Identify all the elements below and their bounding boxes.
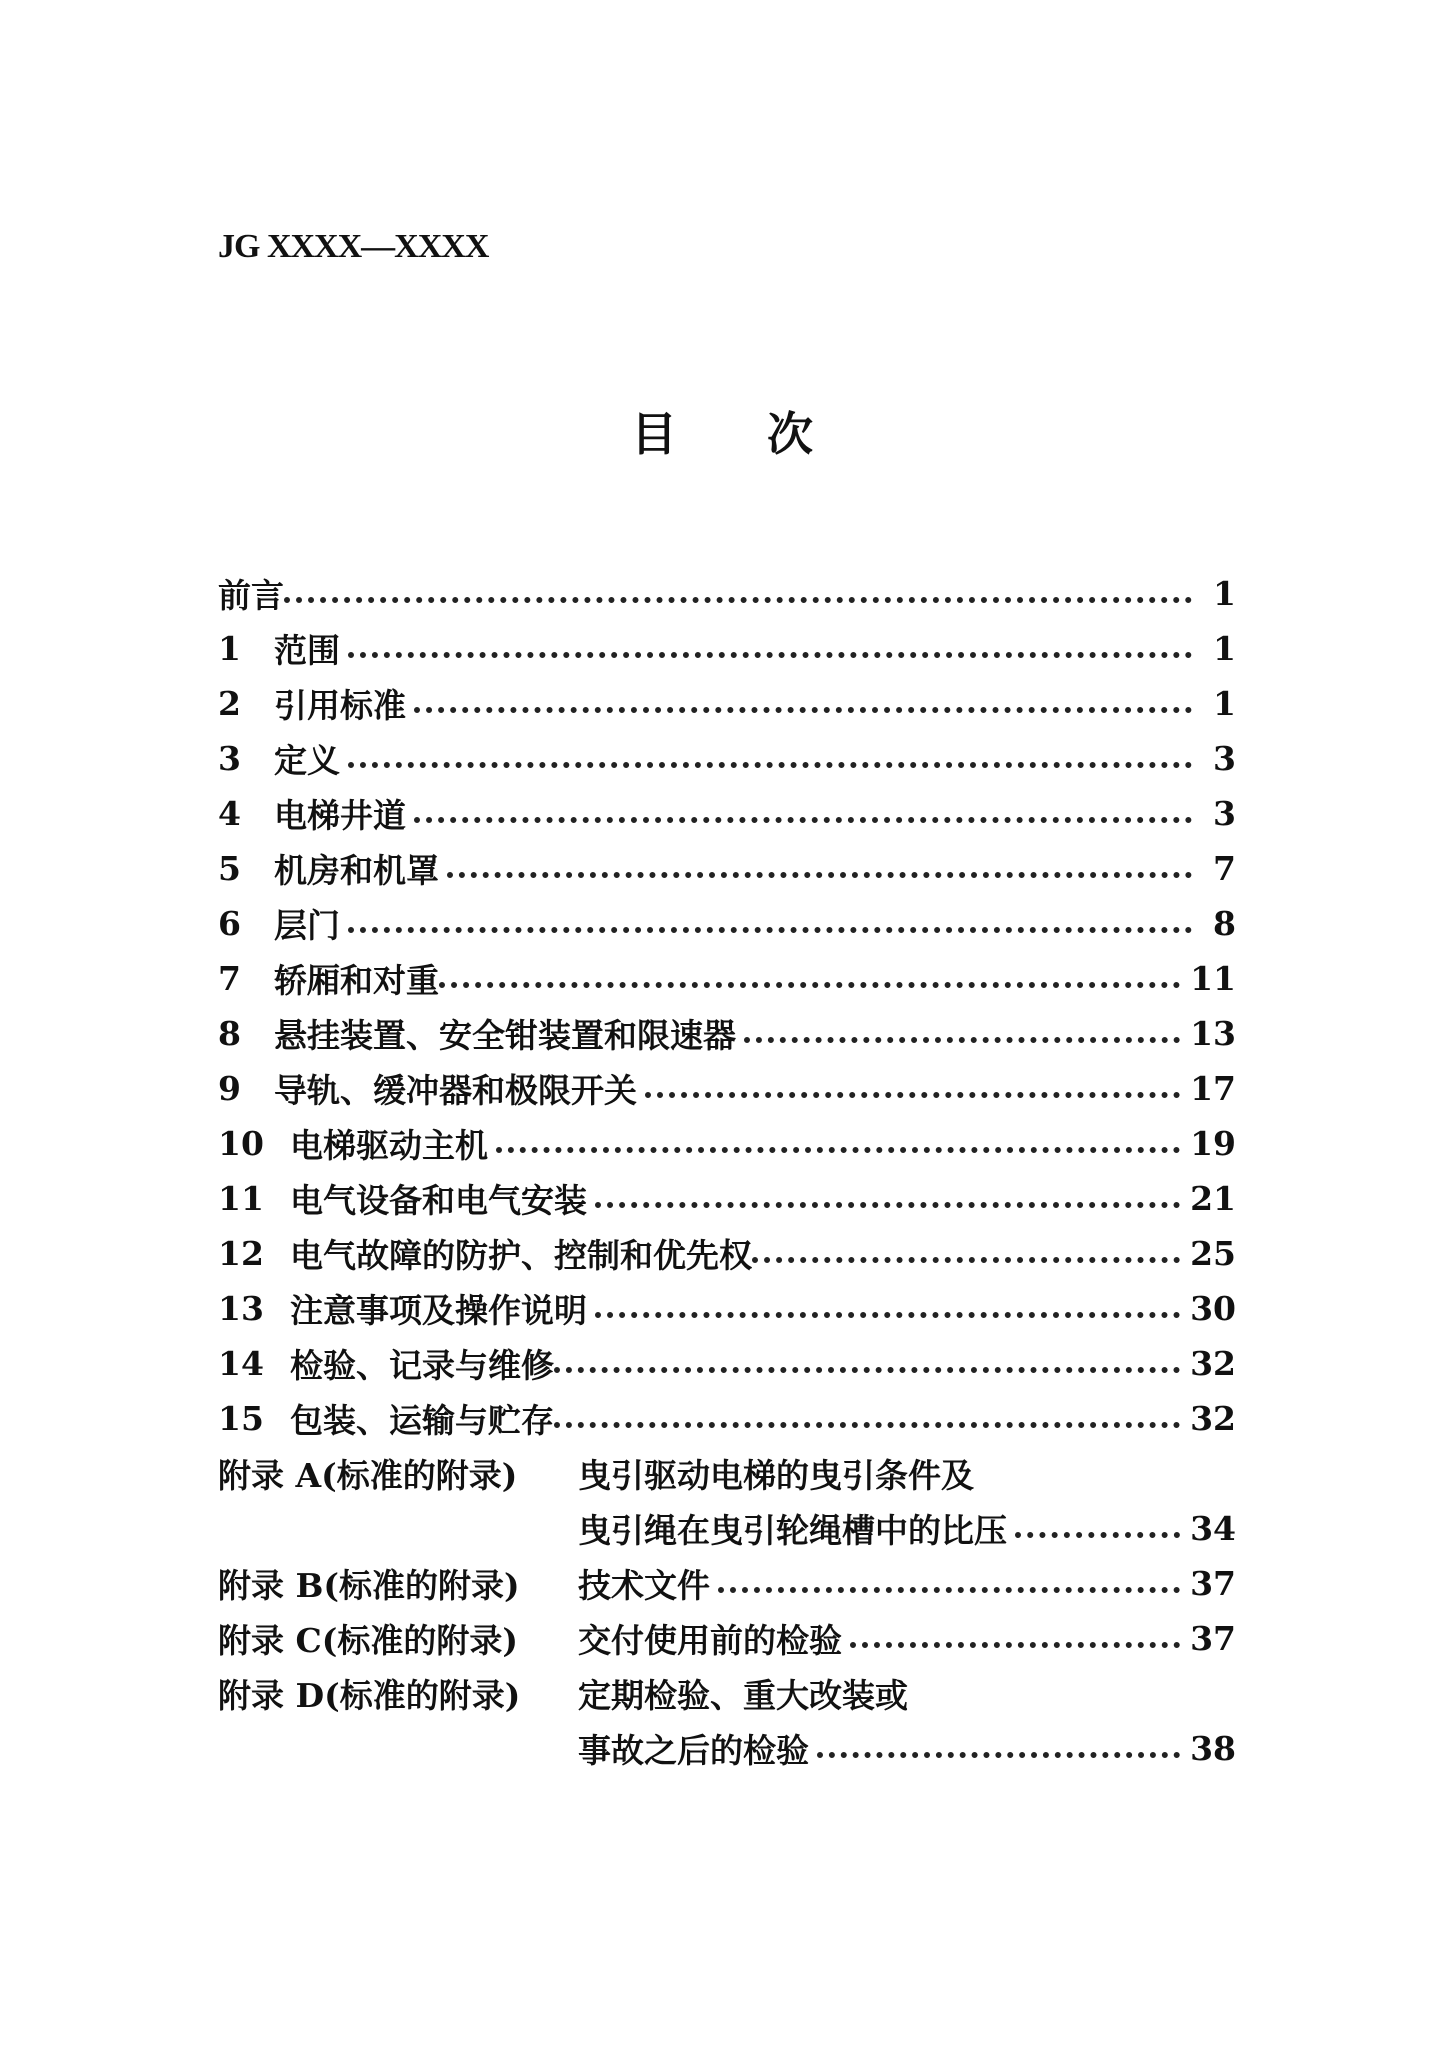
dot-leader (414, 817, 1192, 823)
dot-leader (645, 1092, 1180, 1098)
toc-entry-label: 电梯井道 (274, 796, 406, 835)
dot-leader (284, 597, 1192, 603)
toc-entry-4[interactable] (218, 786, 1236, 841)
title-char-1: 目 (631, 407, 679, 461)
appendix-title-line2: 曳引绳在曳引轮绳槽中的比压 (578, 1511, 1007, 1550)
toc-entry-page: 19 (1190, 1124, 1236, 1163)
toc-entry-page: 3 (1213, 739, 1236, 778)
toc-entry-number: 11 (218, 1179, 264, 1218)
toc-entry-6[interactable] (218, 896, 1236, 951)
toc-entry-page: 1 (1213, 684, 1236, 723)
toc-entry-label: 电梯驱动主机 (290, 1126, 488, 1165)
toc-entry-page: 8 (1213, 904, 1236, 943)
toc-entry-5[interactable] (218, 841, 1236, 896)
toc-entry-label: 悬挂装置、安全钳装置和限速器 (274, 1016, 736, 1055)
toc-entry-page: 25 (1190, 1234, 1236, 1273)
dot-leader (348, 927, 1192, 933)
dot-leader (447, 872, 1192, 878)
toc-entry-page: 38 (1190, 1729, 1236, 1768)
toc-appendix-d-cont[interactable] (218, 1721, 1236, 1776)
toc-entry-preface[interactable] (218, 566, 1236, 621)
toc-entry-13[interactable] (218, 1281, 1236, 1336)
toc-entry-8[interactable] (218, 1006, 1236, 1061)
appendix-key: 附录 A(标准的附录) (218, 1456, 518, 1495)
appendix-title-line2: 事故之后的检验 (578, 1731, 809, 1770)
toc-entry-1[interactable] (218, 621, 1236, 676)
appendix-title-line1: 定期检验、重大改装或 (578, 1676, 908, 1715)
toc-entry-label: 轿厢和对重 (274, 961, 439, 1000)
toc-entry-15[interactable] (218, 1391, 1236, 1446)
toc-entry-12[interactable] (218, 1226, 1236, 1281)
dot-leader (1015, 1532, 1180, 1538)
dot-leader (850, 1642, 1180, 1648)
dot-leader (439, 982, 1180, 988)
toc-appendix-a[interactable] (218, 1446, 1236, 1501)
toc-entry-7[interactable] (218, 951, 1236, 1006)
dot-leader (595, 1312, 1180, 1318)
toc-entry-number: 8 (218, 1014, 241, 1053)
dot-leader (744, 1037, 1180, 1043)
appendix-key: 附录 B(标准的附录) (218, 1566, 520, 1605)
appendix-title: 交付使用前的检验 (578, 1621, 842, 1660)
toc-entry-page: 32 (1190, 1344, 1236, 1383)
toc-entry-number: 14 (218, 1344, 264, 1383)
toc-entry-number: 1 (218, 629, 241, 668)
toc-entry-label: 前言 (218, 576, 284, 615)
dot-leader (554, 1367, 1180, 1373)
toc-entry-3[interactable] (218, 731, 1236, 786)
toc-entry-number: 3 (218, 739, 241, 778)
dot-leader (496, 1147, 1180, 1153)
table-of-contents (218, 566, 1236, 1776)
toc-entry-number: 6 (218, 904, 241, 943)
dot-leader (554, 1422, 1180, 1428)
toc-entry-number: 9 (218, 1069, 241, 1108)
toc-entry-label: 导轨、缓冲器和极限开关 (274, 1071, 637, 1110)
toc-entry-label: 引用标准 (274, 686, 406, 725)
appendix-title-line1: 曳引驱动电梯的曳引条件及 (578, 1456, 974, 1495)
toc-entry-number: 4 (218, 794, 241, 833)
toc-entry-page: 13 (1190, 1014, 1236, 1053)
page-title (0, 398, 1446, 464)
toc-appendix-d[interactable] (218, 1666, 1236, 1721)
toc-entry-number: 2 (218, 684, 241, 723)
toc-entry-label: 注意事项及操作说明 (290, 1291, 587, 1330)
toc-entry-label: 机房和机罩 (274, 851, 439, 890)
toc-entry-label: 层门 (274, 906, 340, 945)
toc-entry-page: 3 (1213, 794, 1236, 833)
toc-entry-page: 32 (1190, 1399, 1236, 1438)
toc-entry-label: 电气故障的防护、控制和优先权 (290, 1236, 752, 1275)
toc-entry-label: 包装、运输与贮存 (290, 1401, 554, 1440)
toc-appendix-a-cont[interactable] (218, 1501, 1236, 1556)
appendix-title: 技术文件 (578, 1566, 710, 1605)
toc-entry-number: 10 (218, 1124, 264, 1163)
toc-entry-page: 17 (1190, 1069, 1236, 1108)
toc-entry-11[interactable] (218, 1171, 1236, 1226)
dot-leader (348, 762, 1192, 768)
toc-entry-number: 12 (218, 1234, 264, 1273)
toc-entry-2[interactable] (218, 676, 1236, 731)
toc-entry-page: 21 (1190, 1179, 1236, 1218)
toc-entry-page: 11 (1190, 959, 1236, 998)
toc-entry-number: 15 (218, 1399, 264, 1438)
dot-leader (817, 1752, 1180, 1758)
toc-entry-number: 7 (218, 959, 241, 998)
dot-leader (348, 652, 1192, 658)
title-char-2: 次 (767, 407, 815, 461)
toc-entry-label: 检验、记录与维修 (290, 1346, 554, 1385)
toc-appendix-c[interactable] (218, 1611, 1236, 1666)
dot-leader (752, 1257, 1180, 1263)
dot-leader (595, 1202, 1180, 1208)
toc-entry-label: 电气设备和电气安装 (290, 1181, 587, 1220)
dot-leader (414, 707, 1192, 713)
toc-entry-page: 34 (1190, 1509, 1236, 1548)
toc-entry-page: 37 (1190, 1564, 1236, 1603)
toc-appendix-b[interactable] (218, 1556, 1236, 1611)
toc-entry-page: 7 (1213, 849, 1236, 888)
toc-entry-label: 范围 (274, 631, 340, 670)
toc-entry-14[interactable] (218, 1336, 1236, 1391)
toc-entry-10[interactable] (218, 1116, 1236, 1171)
toc-entry-9[interactable] (218, 1061, 1236, 1116)
toc-entry-number: 5 (218, 849, 241, 888)
toc-entry-number: 13 (218, 1289, 264, 1328)
toc-entry-label: 定义 (274, 741, 340, 780)
appendix-key: 附录 C(标准的附录) (218, 1621, 518, 1660)
toc-entry-page: 1 (1213, 574, 1236, 613)
appendix-key: 附录 D(标准的附录) (218, 1676, 521, 1715)
dot-leader (718, 1587, 1180, 1593)
toc-entry-page: 1 (1213, 629, 1236, 668)
toc-entry-page: 37 (1190, 1619, 1236, 1658)
document-code: JG XXXX—XXXX (218, 228, 489, 265)
toc-entry-page: 30 (1190, 1289, 1236, 1328)
